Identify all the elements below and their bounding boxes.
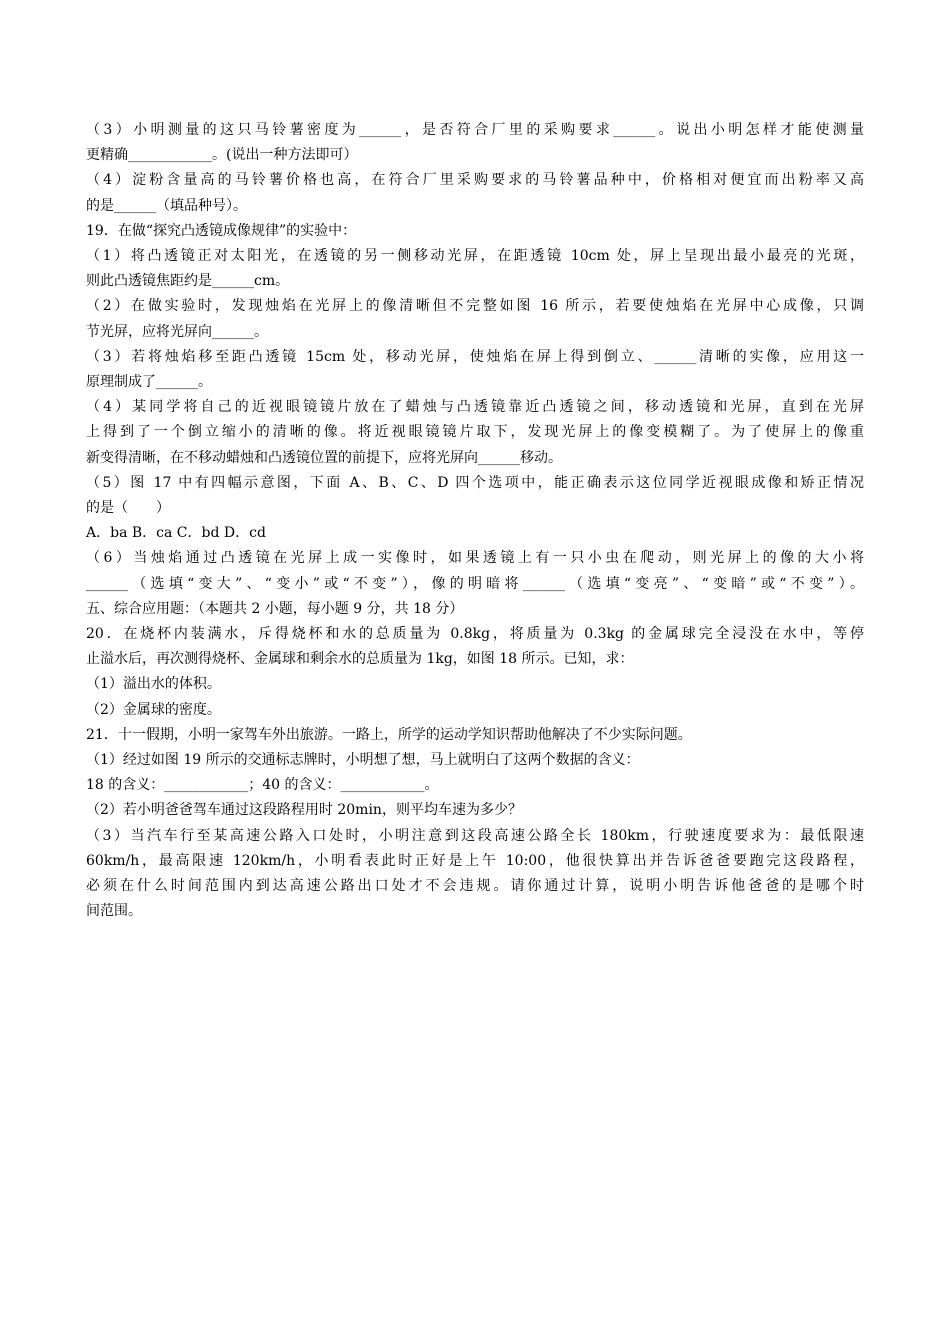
text-line: 20．在烧杯内装满水，斥得烧杯和水的总质量为 0.8kg，将质量为 0.3kg 的金属球完全浸没在水中，等停 (86, 626, 864, 643)
text-line: （1）将凸透镜正对太阳光，在透镜的另一侧移动光屏，在距透镜 10cm 处，屏上呈现出最小最亮的光斑， (86, 248, 864, 265)
text-line: （3）若将烛焰移至距凸透镜 15cm 处，移动光屏，使烛焰在屏上得到倒立、______清晰的实像，应用这一 (86, 348, 864, 365)
text-line: 19．在做“探究凸透镜成像规律”的实验中： (86, 222, 357, 239)
text-line: （1）溢出水的体积。 (86, 676, 221, 693)
text-line: 止溢水后，再次测得烧杯、金属球和剩余水的总质量为 1kg，如图 18 所示。已知，求： (86, 651, 634, 668)
text-line: （6）当烛焰通过凸透镜在光屏上成一实像时，如果透镜上有一只小虫在爬动，则光屏上的像的大小将 (86, 550, 864, 567)
document-page (86, 118, 864, 925)
text-line: （3）小明测量的这只马铃薯密度为______，是否符合厂里的采购要求______。说出小明怎样才能使测量 (86, 122, 864, 138)
text-line: 60km/h，最高限速 120km/h，小明看表此时正好是上午 10:00，他很快算出并告诉爸爸要跑完这段路程， (86, 852, 864, 869)
text-line: 则此凸透镜焦距约是______cm。 (86, 273, 290, 290)
text-line: 必须在什么时间范围内到达高速公路出口处才不会违规。请你通过计算，说明小明告诉他爸爸的是哪个时 (86, 878, 864, 895)
text-line: 节光屏，应将光屏向______。 (86, 323, 268, 340)
text-line: 间范围。 (86, 903, 142, 920)
text-line: ______（选填“变大”、“变小”或“不变”），像的明暗将______（选填“变亮”、“变暗”或“不变”）。 (86, 575, 864, 592)
text-line: （5）图 17 中有四幅示意图，下面 A、B、C、D 四个选项中，能正确表示这位同学近视眼成像和矫正情况 (86, 474, 864, 491)
text-line: （2）若小明爸爸驾车通过这段路程用时 20min，则平均车速为多少？ (86, 802, 522, 819)
text-line: （2）在做实验时，发现烛焰在光屏上的像清晰但不完整如图 16 所示，若要使烛焰在光屏中心成像，只调 (86, 298, 864, 315)
text-line: 的是______（填品种号）。 (86, 197, 247, 214)
text-line: （3）当汽车行至某高速公路入口处时，小明注意到这段高速公路全长 180km，行驶速度要求为：最低限速 (86, 827, 864, 844)
text-line: （2）金属球的密度。 (86, 701, 221, 718)
text-line: （1）经过如图 19 所示的交通标志牌时，小明想了想，马上就明白了这两个数据的含义： (86, 752, 640, 769)
text-line: 更精确____________。(说出一种方法即可） (86, 147, 358, 164)
text-line: 21．十一假期，小明一家驾车外出旅游。一路上，所学的运动学知识帮助他解决了不少实际问题。 (86, 726, 692, 743)
text-line: （4）淀粉含量高的马铃薯价格也高，在符合厂里采购要求的马铃薯品种中，价格相对便宜而出粉率又高 (86, 172, 864, 189)
text-line: （4）某同学将自己的近视眼镜镜片放在了蜡烛与凸透镜靠近凸透镜之间，移动透镜和光屏，直到在光屏 (86, 399, 864, 416)
text-line: 18 的含义：____________；40 的含义：____________。 (86, 777, 439, 794)
text-line: A．ba B．ca C．bd D．cd (86, 525, 266, 542)
text-line: 原理制成了______。 (86, 374, 212, 391)
text-line: 的是（ ） (86, 500, 170, 517)
text-line: 五、综合应用题：（本题共 2 小题，每小题 9 分，共 18 分） (86, 600, 464, 617)
text-line: 新变得清晰，在不移动蜡烛和凸透镜位置的前提下，应将光屏向______移动。 (86, 449, 562, 466)
text-line: 上得到了一个倒立缩小的清晰的像。将近视眼镜镜片取下，发现光屏上的像变模糊了。为了使屏上的像重 (86, 424, 864, 441)
